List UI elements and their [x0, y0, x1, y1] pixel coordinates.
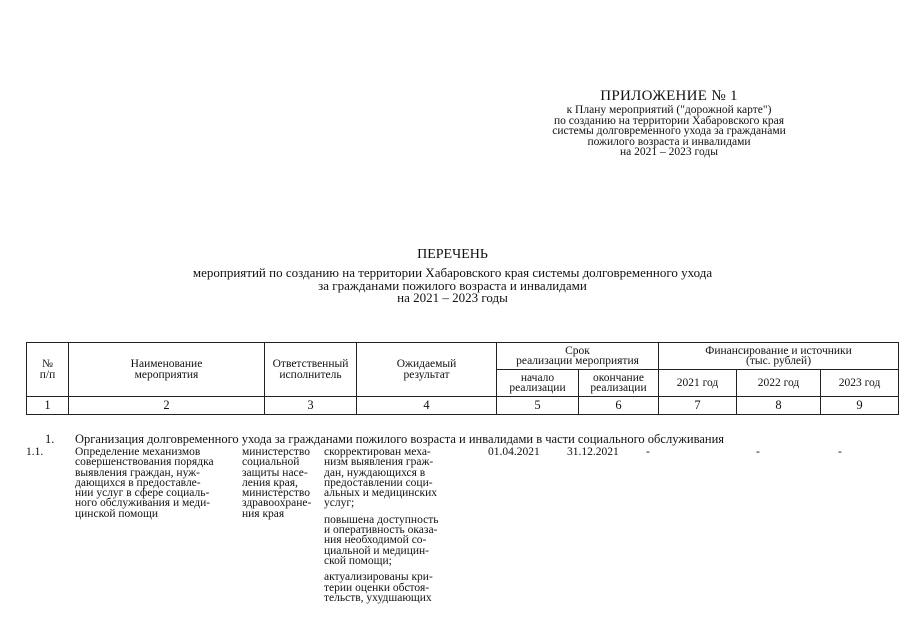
- row-executor-line: министерство: [242, 487, 310, 500]
- header-term: [497, 343, 659, 370]
- row-name-line: цинской помощи: [75, 507, 159, 520]
- result-line: ской помощи;: [324, 554, 392, 567]
- column-number: 7: [659, 397, 737, 415]
- result-paragraph: [324, 447, 474, 509]
- row-name-line: выявления граждан, нуж-: [75, 466, 200, 479]
- header-executor-line: исполнитель: [279, 368, 342, 381]
- row-name-line: совершенствования порядка: [75, 456, 214, 469]
- row-name-line: нии услуг в сфере социаль-: [75, 487, 210, 500]
- result-line: низм выявления граж-: [324, 456, 434, 469]
- header-name: [69, 343, 265, 397]
- header-financing-line: Финансирование и источники: [705, 344, 852, 357]
- column-number: 4: [357, 397, 497, 415]
- header-end-line: окончание: [593, 371, 644, 384]
- appendix-line: на 2021 – 2023 годы: [620, 146, 718, 158]
- result-line: и оперативность оказа-: [324, 524, 438, 537]
- appendix-line: пожилого возраста и инвалидами: [587, 135, 751, 148]
- header-year-2023: 2023 год: [821, 370, 899, 397]
- header-financing: [659, 343, 899, 370]
- column-number: 8: [737, 397, 821, 415]
- row-end-date: 31.12.2021: [567, 446, 619, 458]
- row-name-line: ного обслуживания и меди-: [75, 497, 211, 510]
- appendix-line: системы долговременного ухода за гражданами: [552, 125, 786, 137]
- header-result-line: Ожидаемый: [396, 358, 457, 370]
- header-start: [497, 370, 579, 397]
- subtitle-line: за гражданами пожилого возраста и инвалидами: [318, 277, 587, 293]
- subtitle-line: на 2021 – 2023 годы: [397, 290, 508, 305]
- column-number: 9: [821, 397, 899, 415]
- result-paragraph: [324, 572, 474, 603]
- row-executor: [242, 447, 326, 519]
- header-term-line: реализации мероприятия: [516, 355, 639, 367]
- column-number: 5: [497, 397, 579, 415]
- result-line: скорректирован меха-: [324, 446, 431, 458]
- row-executor-line: министерство: [242, 446, 310, 458]
- activities-table-header: [26, 342, 899, 415]
- result-line: повышена доступность: [324, 513, 439, 526]
- appendix-line: к Плану мероприятий ("дорожной карте"): [566, 104, 772, 116]
- row-result: [324, 447, 474, 609]
- result-line: актуализированы кри-: [324, 571, 433, 584]
- row-executor-line: здравоохране-: [242, 497, 312, 510]
- row-name: [75, 447, 250, 519]
- result-line: циальной и медицин-: [324, 544, 429, 557]
- result-line: дан, нуждающихся в: [324, 466, 426, 479]
- header-num: [27, 343, 69, 397]
- header-executor-line: Ответственный: [272, 358, 349, 370]
- header-executor: [265, 343, 357, 397]
- header-name-line: Наименование: [130, 358, 203, 370]
- header-num-line: №: [42, 358, 53, 370]
- document-title: ПЕРЕЧЕНЬ: [417, 247, 488, 262]
- row-financing-2023: -: [838, 446, 842, 458]
- header-term-line: Срок: [565, 344, 590, 357]
- header-num-line: п/п: [39, 368, 56, 381]
- result-line: услуг;: [324, 497, 355, 510]
- result-line: тельств, ухудшающих: [324, 591, 432, 604]
- header-start-line: реализации: [509, 382, 566, 394]
- subtitle-line: мероприятий по созданию на территории Хабаровского края системы долговременного ухода: [192, 265, 713, 280]
- column-number: 6: [579, 397, 659, 415]
- row-financing-2022: -: [756, 446, 760, 458]
- column-number: 2: [69, 397, 265, 415]
- column-number: 1: [27, 397, 69, 415]
- appendix-title: ПРИЛОЖЕНИЕ № 1: [600, 88, 738, 104]
- column-number: 3: [265, 397, 357, 415]
- document-subtitle: [0, 267, 905, 305]
- result-line: альных и медицинских: [324, 487, 438, 500]
- section-number: 1.: [45, 432, 55, 446]
- header-year-2022: 2022 год: [737, 370, 821, 397]
- header-financing-line: (тыс. рублей): [746, 355, 812, 367]
- row-start-date: 01.04.2021: [488, 446, 540, 458]
- header-result-line: результат: [403, 368, 450, 381]
- header-result: [357, 343, 497, 397]
- result-paragraph: [324, 515, 474, 566]
- row-name-line: Определение механизмов: [75, 446, 201, 458]
- header-end: [579, 370, 659, 397]
- result-line: ния необходимой со-: [324, 534, 427, 547]
- row-name-line: дающихся в предоставле-: [75, 476, 201, 489]
- header-end-line: реализации: [590, 382, 647, 394]
- row-number: 1.1.: [26, 446, 44, 458]
- result-line: предоставлении соци-: [324, 476, 433, 489]
- appendix-line: по созданию на территории Хабаровского края: [553, 114, 785, 127]
- header-year-2021: 2021 год: [659, 370, 737, 397]
- row-financing-2021: -: [646, 446, 650, 458]
- row-executor-line: ления края,: [242, 476, 298, 489]
- result-line: терии оценки обстоя-: [324, 581, 430, 594]
- header-start-line: начало: [520, 371, 555, 384]
- row-executor-line: ния края: [242, 507, 285, 520]
- appendix-block: [529, 88, 809, 158]
- section-title: Организация долговременного ухода за гражданами пожилого возраста и инвалидами в части социального обслуживания: [75, 432, 725, 446]
- row-executor-line: защиты насе-: [242, 466, 308, 479]
- row-executor-line: социальной: [242, 456, 300, 469]
- header-name-line: мероприятия: [134, 368, 199, 381]
